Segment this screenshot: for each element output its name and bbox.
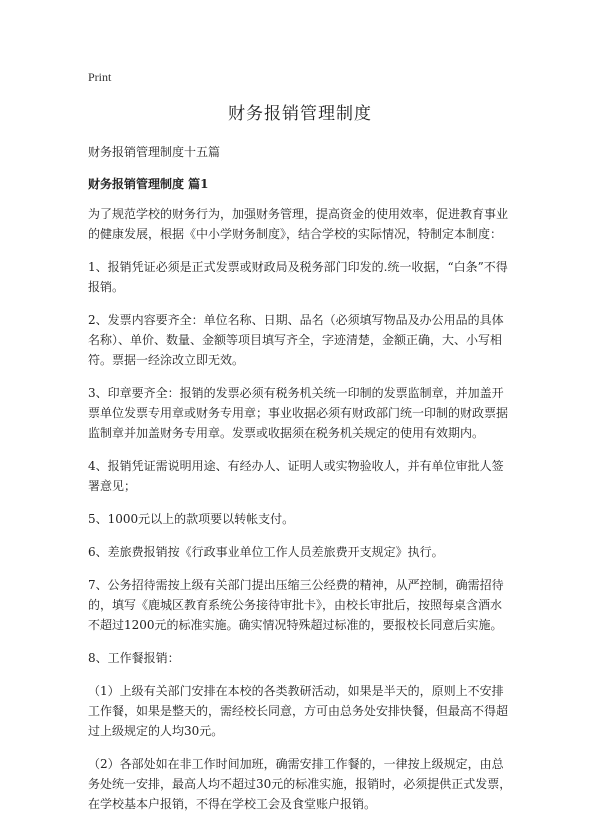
rule-4-paragraph: 4、报销凭证需说明用途、有经办人、证明人或实物验收人，并有单位审批人签署意见； [88,459,504,493]
intro-paragraph: 为了规范学校的财务行为，加强财务管理，提高资金的使用效率，促进教育事业的健康发展，根据《中小学财务制度》，结合学校的实际情况，特制定本制度： [88,207,509,241]
rule-6-paragraph: 6、差旅费报销按《行政事业单位工作人员差旅费开支规定》执行。 [88,545,444,559]
rule-1-paragraph: 1、报销凭证必须是正式发票或财政局及税务部门印发的.统一收据，“白条”不得报销。 [88,260,508,294]
rule-7-paragraph: 7、公务招待需按上级有关部门提出压缩三公经费的精神，从严控制，确需招待的，填写《鹿城区教育系统公务接待审批卡》，由校长审批后，按照每桌含酒水不超过1200元的标准实施。确实情况特殊超过标准的，要报校长同意后实施。 [88,578,504,632]
document-title: 财务报销管理制度 [228,104,372,124]
document-subtitle: 财务报销管理制度十五篇 [88,145,221,159]
rule-5-paragraph: 5、1000元以上的款项要以转帐支付。 [88,512,295,526]
rule-8-item-2-paragraph: （2）各部处如在非工作时间加班，确需安排工作餐的，一律按上级规定，由总务处统一安排，最高人均不超过30元的标准实施，报销时，必须提供正式发票，在学校基本户报销，不得在学校工会及食堂账户报销。 [88,757,512,811]
section-heading: 财务报销管理制度 篇1 [88,177,209,191]
rule-8-item-1-paragraph: （1）上级有关部门安排在本校的各类教研活动，如果是半天的，原则上不安排工作餐，如果是整天的，需经校长同意，方可由总务处安排快餐，但最高不得超过上级规定的人均30元。 [88,684,509,738]
print-label: Print [88,70,112,84]
rule-8-paragraph: 8、工作餐报销： [88,651,180,665]
rule-2-paragraph: 2、发票内容要齐全：单位名称、日期、品名（必须填写物品及办公用品的具体名称）、单价、数量、金额等项目填写齐全，字迹清楚，金额正确，大、小写相符。票据一经涂改立即无效。 [88,313,504,367]
rule-3-paragraph: 3、印章要齐全：报销的发票必须有税务机关统一印制的发票监制章，并加盖开票单位发票专用章或财务专用章；事业收据必须有财政部门统一印制的财政票据监制章并加盖财务专用章。发票或收据须在税务机关规定的使用有效期内。 [88,386,509,440]
